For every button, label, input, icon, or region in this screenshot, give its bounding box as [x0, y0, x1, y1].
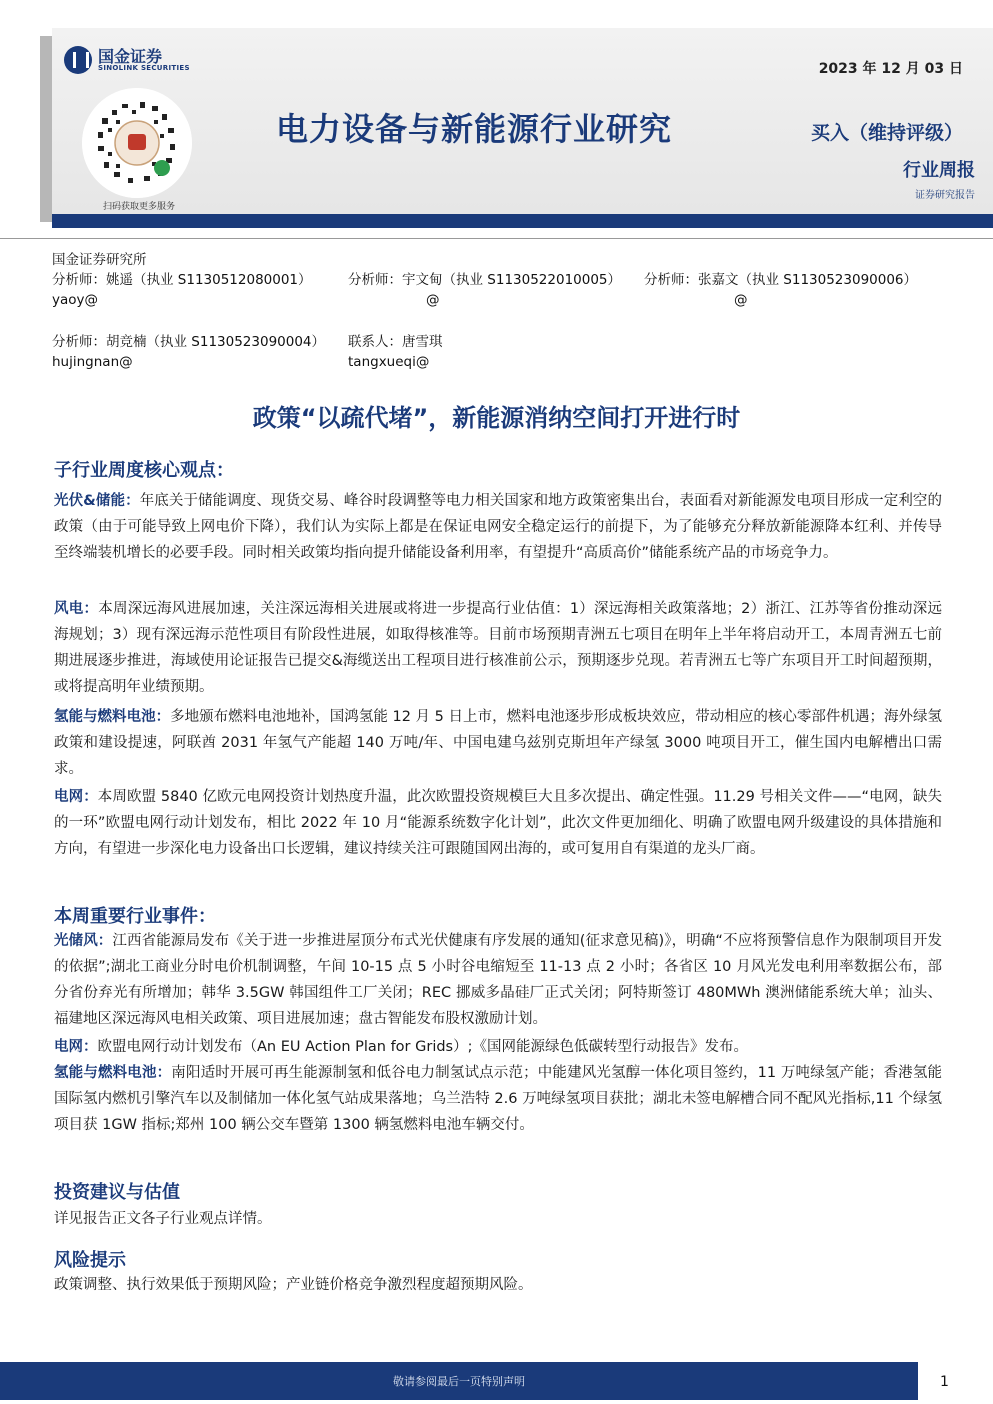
text-grid: 本周欧盟 5840 亿欧元电网投资计划热度升温，此次欧盟投资规模巨大且多次提出、确定性强。11.29 号相关文件——“电网，缺失的一环”欧盟电网行动计划发布，相比 2022 年 10 月“能源系统数字化计划”，此次文件更加细化、明确了欧盟电网升级建设的具体措施和方向，有望进一步深化电力设备出口长逻辑，建议持续关注可跟随国网出海的，或可复用自有渠道的龙头厂商。 — [54, 789, 943, 857]
analyst-3-email[interactable]: @ — [734, 292, 748, 308]
analyst-block — [52, 250, 952, 372]
analyst-1: 分析师：姚遥（执业 S1130512080001） — [52, 272, 312, 288]
paragraph-events-grid — [54, 1034, 942, 1060]
qr-code-icon — [82, 88, 192, 198]
label-events-hydrogen: 氢能与燃料电池： — [54, 1065, 172, 1081]
divider — [0, 238, 993, 239]
logo-text-cn: 国金证券 — [98, 47, 163, 66]
text-hydrogen: 多地颁布燃料电池地补，国鸿氢能 12 月 5 日上市，燃料电池逐步形成板块效应，带动相应的核心零部件机遇；海外绿氢政策和建设提速，阿联酋 2031 年氢气产能超 140 万吨/年、中国电建乌兹别克斯坦年产绿氢 3000 吨项目开工，催生国内电解槽出口需求。 — [54, 709, 943, 777]
institute-name: 国金证券研究所 — [52, 252, 147, 268]
logo-mark-icon — [64, 46, 92, 74]
report-type: 行业周报 — [903, 160, 975, 181]
logo-text-en: SINOLINK SECURITIES — [98, 64, 190, 72]
document-title: 政策“以疏代堵”，新能源消纳空间打开进行时 — [252, 404, 741, 432]
paragraph-events-hydrogen — [54, 1060, 942, 1138]
label-wind: 风电： — [54, 601, 99, 617]
paragraph-wind — [54, 596, 942, 700]
paragraph-hydrogen — [54, 704, 942, 782]
analyst-3: 分析师：张嘉文（执业 S1130523090006） — [644, 272, 918, 288]
label-events-grid: 电网： — [54, 1039, 98, 1055]
rating-badge: 买入（维持评级） — [810, 122, 963, 144]
section-heading-advice: 投资建议与估值 — [54, 1182, 180, 1203]
report-date: 2023 年 12 月 03 日 — [818, 61, 963, 77]
section-heading-risk: 风险提示 — [54, 1250, 126, 1271]
footer-disclaimer: 敬请参阅最后一页特别声明 — [393, 1375, 525, 1388]
report-main-title: 电力设备与新能源行业研究 — [276, 110, 673, 148]
analyst-2: 分析师：宇文甸（执业 S1130522010005） — [348, 272, 622, 288]
text-pv-storage: 年底关于储能调度、现货交易、峰谷时段调整等电力相关国家和地方政策密集出台，表面看对新能源发电项目形成一定利空的政策（由于可能导致上网电价下降），我们认为实际上都是在保证电网安全稳定运行的前提下，为了能够充分释放新能源降本红利、并传导至终端装机增长的必要手段。同时相关政策均指向提升储能设备利用率，有望提升“高质高价”储能系统产品的市场竞争力。 — [54, 493, 942, 561]
header-accent-bar — [52, 214, 993, 228]
paragraph-risk: 政策调整、执行效果低于预期风险；产业链价格竞争激烈程度超预期风险。 — [54, 1277, 533, 1293]
section-heading-core-views: 子行业周度核心观点： — [54, 460, 234, 481]
paragraph-advice: 详见报告正文各子行业观点详情。 — [54, 1211, 272, 1227]
analyst-4-email[interactable]: hujingnan@ — [52, 354, 133, 370]
label-hydrogen: 氢能与燃料电池： — [54, 709, 171, 725]
company-logo — [64, 44, 214, 78]
paragraph-grid — [54, 784, 942, 862]
label-pv-storage: 光伏&储能： — [54, 493, 140, 509]
analyst-1-email[interactable]: yaoy@ — [52, 292, 99, 308]
text-wind: 本周深远海风进展加速，关注深远海相关进展或将进一步提高行业估值：1）深远海相关政策落地；2）浙江、江苏等省份推动深远海规划；3）现有深远海示范性项目有阶段性进展，如取得核准等。目前市场预期青洲五七项目在明年上半年将启动开工，本周青洲五七前期进展逐步推进，海域使用论证报告已提交&海缆送出工程项目进行核准前公示，预期逐步兑现。若青洲五七等广东项目开工时间超预期，或将提高明年业绩预期。 — [54, 601, 942, 695]
label-grid: 电网： — [54, 789, 98, 805]
contact-person: 联系人：唐雪琪 — [348, 334, 443, 350]
page-number: 1 — [940, 1374, 949, 1390]
text-events-grid: 欧盟电网行动计划发布（An EU Action Plan for Grids）;《国网能源绿色低碳转型行动报告》发布。 — [97, 1039, 748, 1055]
analyst-4: 分析师：胡竞楠（执业 S1130523090004） — [52, 334, 326, 350]
label-events-pvs: 光储风： — [54, 933, 113, 949]
analyst-2-email[interactable]: @ — [426, 292, 440, 308]
text-events-pvs: 江西省能源局发布《关于进一步推进屋顶分布式光伏健康有序发展的通知(征求意见稿)》，明确“不应将预警信息作为限制项目开发的依据”;湖北工商业分时电价机制调整，午间 10-15 点 5 小时谷电缩短至 11-13 点 2 小时；各省区 10 月风光发电利用率数据公布，部分省份弃光有所增加；韩华 3.5GW 韩国组件工厂关闭；REC 挪威多晶硅厂正式关闭；阿特斯签订 480MWh 澳洲储能系统大单；汕头、福建地区深远海风电相关政策、项目进展加速；盘古智能发布股权激励计划。 — [54, 933, 943, 1027]
report-subtype: 证券研究报告 — [915, 190, 975, 201]
contact-email[interactable]: tangxueqi@ — [348, 354, 430, 370]
qr-caption: 扫码获取更多服务 — [102, 202, 175, 212]
section-heading-events: 本周重要行业事件： — [54, 906, 216, 927]
paragraph-events-pvs — [54, 928, 942, 1032]
paragraph-pv-storage — [54, 488, 942, 566]
text-events-hydrogen: 南阳适时开展可再生能源制氢和低谷电力制氢试点示范；中能建风光氢醇一体化项目签约，11 万吨绿氢产能；香港氢能国际氢内燃机引擎汽车以及制储加一体化氢气站成果落地；乌兰浩特 2.6 万吨绿氢项目获批；湖北未签电解槽合同不配风光指标,11 个绿氢项目获 1GW 指标;郑州 100 辆公交车暨第 1300 辆氢燃料电池车辆交付。 — [54, 1065, 942, 1133]
